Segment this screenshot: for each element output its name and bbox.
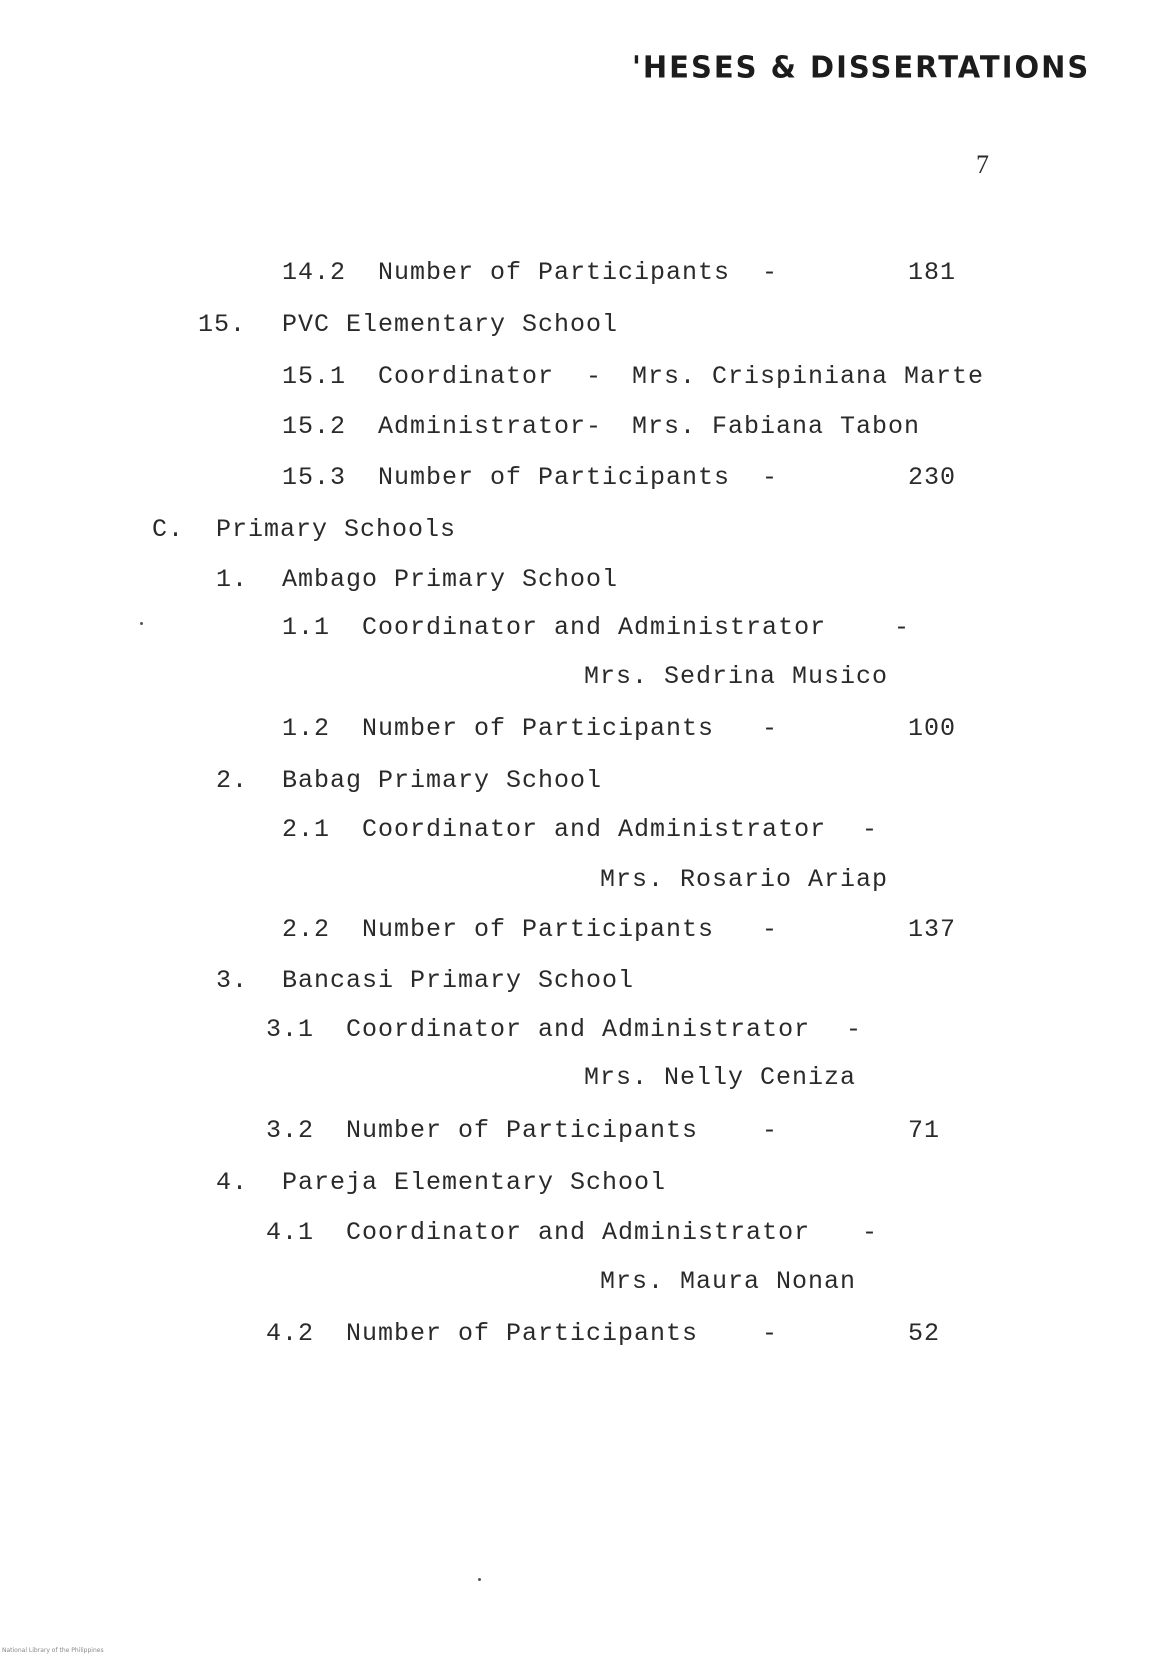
school-name: Pareja Elementary School <box>282 1168 667 1197</box>
school-name: Babag Primary School <box>282 766 603 795</box>
item-dash: - <box>762 1319 779 1348</box>
item-label: Number of Participants <box>362 915 715 944</box>
scan-speck <box>478 1578 481 1581</box>
item-label: Number of Participants <box>362 714 715 743</box>
school-name: PVC Elementary School <box>282 310 619 339</box>
section-letter: C. <box>152 515 185 544</box>
item-dash: - <box>862 1218 879 1247</box>
item-dash: - <box>894 613 911 642</box>
item-label: Number of Participants <box>346 1319 699 1348</box>
item-dash: - <box>762 915 779 944</box>
item-number: 3. <box>216 966 249 995</box>
person-name: Mrs. Nelly Ceniza <box>584 1063 857 1092</box>
school-name: Ambago Primary School <box>282 565 619 594</box>
item-number: 2. <box>216 766 249 795</box>
item-value: 137 <box>908 915 957 944</box>
item-label: Coordinator <box>378 362 555 391</box>
item-number: 1.1 <box>282 613 331 642</box>
item-value: 52 <box>908 1319 941 1348</box>
scan-speck <box>140 622 143 625</box>
person-name: Mrs. Sedrina Musico <box>584 662 889 691</box>
item-label: Number of Participants <box>346 1116 699 1145</box>
item-label: Coordinator and Administrator <box>362 613 827 642</box>
item-number: 15.1 <box>282 362 347 391</box>
item-label: Coordinator and Administrator <box>346 1218 811 1247</box>
item-number: 4.2 <box>266 1319 315 1348</box>
item-number: 15.2 <box>282 412 347 441</box>
item-number: 15.3 <box>282 463 347 492</box>
item-value: 100 <box>908 714 957 743</box>
item-number: 14.2 <box>282 258 347 287</box>
item-label: Administrator- <box>378 412 603 441</box>
item-value: 230 <box>908 463 957 492</box>
item-dash: - <box>762 714 779 743</box>
item-dash: - <box>586 362 603 391</box>
scan-footer: National Library of the Philippines <box>2 1647 104 1654</box>
item-label: Number of Participants <box>378 463 731 492</box>
person-name: Mrs. Maura Nonan <box>600 1267 857 1296</box>
item-label: Number of Participants <box>378 258 731 287</box>
theses-dissertations-stamp: 'HESES & DISSERTATIONS <box>632 49 1091 85</box>
page-number: 7 <box>976 150 989 179</box>
item-dash: - <box>846 1015 863 1044</box>
item-dash: - <box>762 1116 779 1145</box>
item-number: 3.1 <box>266 1015 315 1044</box>
item-dash: - <box>762 463 779 492</box>
person-name: Mrs. Rosario Ariap <box>600 865 889 894</box>
item-label: Coordinator and Administrator <box>346 1015 811 1044</box>
item-dash: - <box>762 258 779 287</box>
item-number: 1.2 <box>282 714 331 743</box>
item-number: 4. <box>216 1168 249 1197</box>
section-heading: Primary Schools <box>216 515 457 544</box>
item-dash: - <box>862 815 879 844</box>
item-number: 15. <box>198 310 247 339</box>
item-number: 4.1 <box>266 1218 315 1247</box>
item-number: 2.1 <box>282 815 331 844</box>
person-name: Mrs. Crispiniana Marte <box>632 362 985 391</box>
person-name: Mrs. Fabiana Tabon <box>632 412 921 441</box>
item-value: 71 <box>908 1116 941 1145</box>
item-number: 2.2 <box>282 915 331 944</box>
item-value: 181 <box>908 258 957 287</box>
school-name: Bancasi Primary School <box>282 966 635 995</box>
item-number: 1. <box>216 565 249 594</box>
item-number: 3.2 <box>266 1116 315 1145</box>
item-label: Coordinator and Administrator <box>362 815 827 844</box>
